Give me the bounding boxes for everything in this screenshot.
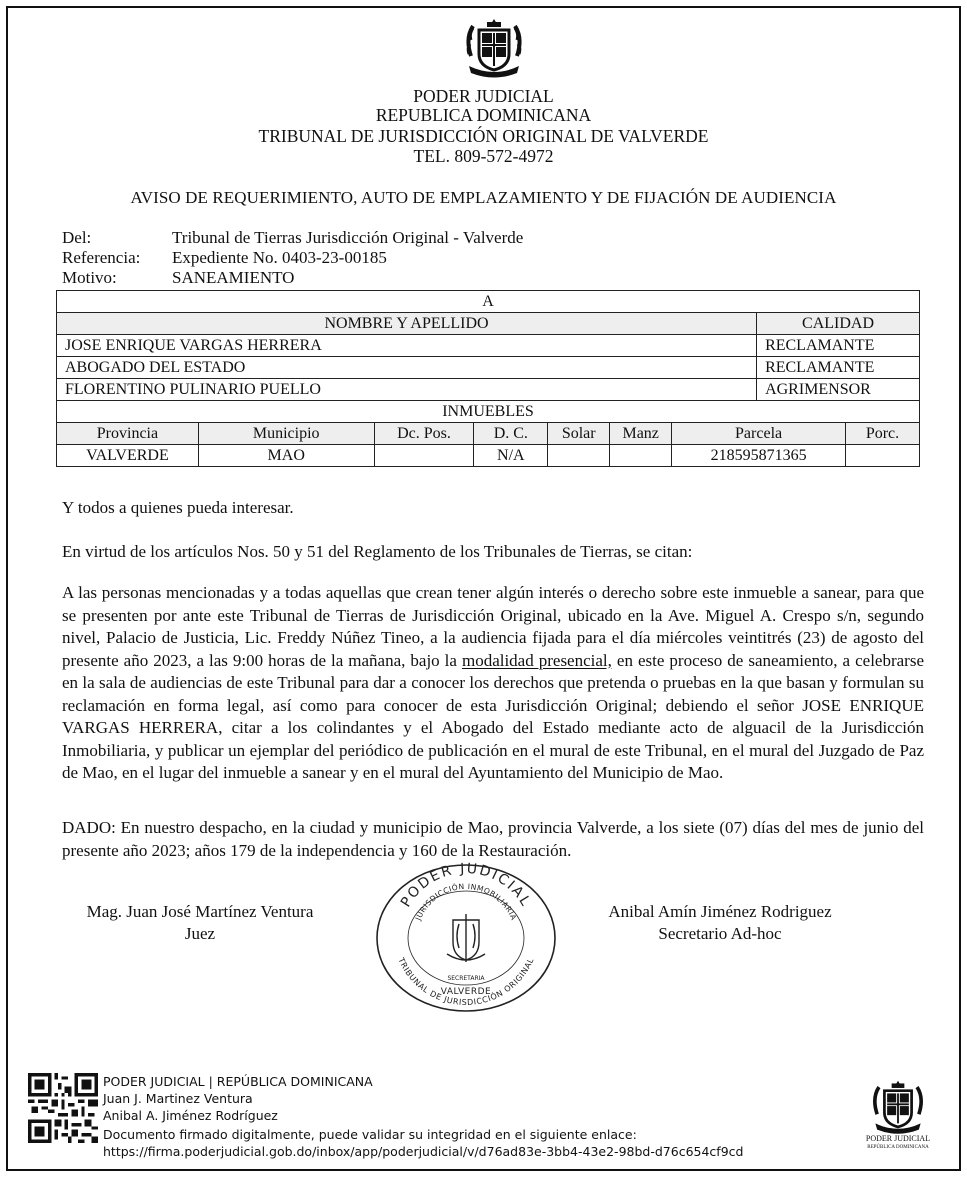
footer-seal-label: PODER JUDICIAL xyxy=(865,1134,931,1143)
footer-validation-link[interactable]: https://firma.poderjudicial.gob.do/inbox/app/poderjudicial/v/d76ad83e-3bb4-43e2-98bd-d76c654cf9cd xyxy=(103,1144,744,1159)
qr-code-icon xyxy=(28,1073,98,1143)
document-title: AVISO DE REQUERIMIENTO, AUTO DE EMPLAZAMIENTO Y DE FIJACIÓN DE AUDIENCIA xyxy=(130,188,837,207)
judge-name: Mag. Juan José Martínez Ventura xyxy=(86,902,314,921)
party-role: RECLAMANTE xyxy=(757,335,920,357)
judge-title: Juez xyxy=(184,924,216,943)
stamp-center: SECRETARIA xyxy=(447,975,485,982)
col-porc: Porc. xyxy=(845,423,919,445)
col-dc-pos: Dc. Pos. xyxy=(374,423,474,445)
meta-referencia xyxy=(62,248,387,267)
party-role: RECLAMANTE xyxy=(757,357,920,379)
secretary-title: Secretario Ad-hoc xyxy=(658,924,782,943)
meta-motivo xyxy=(62,268,294,287)
header-tribunal: TRIBUNAL DE JURISDICCIÓN ORIGINAL DE VALVERDE xyxy=(258,126,709,146)
header-role: CALIDAD xyxy=(757,313,920,335)
col-municipio: Municipio xyxy=(198,423,374,445)
cell-dc: N/A xyxy=(474,445,548,467)
cell-solar xyxy=(548,445,610,467)
signature-secretary xyxy=(588,901,852,945)
stamp-inner-top: JURISDICCIÓN INMOBILIARIA xyxy=(413,881,519,922)
party-name: FLORENTINO PULINARIO PUELLO xyxy=(57,379,757,401)
party-name: JOSE ENRIQUE VARGAS HERRERA xyxy=(57,335,757,357)
party-name: ABOGADO DEL ESTADO xyxy=(57,357,757,379)
col-solar: Solar xyxy=(548,423,610,445)
stamp-outer-top: PODER JUDICIAL xyxy=(397,862,535,911)
cell-dc-pos xyxy=(374,445,474,467)
cell-parcela: 218595871365 xyxy=(672,445,846,467)
cell-municipio: MAO xyxy=(198,445,374,467)
property-label: INMUEBLES xyxy=(57,401,920,423)
header-name: NOMBRE Y APELLIDO xyxy=(57,313,757,335)
meta-value: SANEAMIENTO xyxy=(172,268,295,287)
parties-table xyxy=(56,290,920,467)
party-role: AGRIMENSOR xyxy=(757,379,920,401)
court-stamp-icon xyxy=(373,862,559,1014)
col-provincia: Provincia xyxy=(57,423,199,445)
header-poder-judicial: PODER JUDICIAL xyxy=(413,86,554,106)
footer-seal-caption xyxy=(858,1134,938,1152)
secretary-name: Anibal Amín Jiménez Rodriguez xyxy=(608,902,832,921)
cell-porc xyxy=(845,445,919,467)
coat-of-arms-icon xyxy=(868,1078,928,1136)
col-parcela: Parcela xyxy=(672,423,846,445)
citation-underlined: modalidad presencial, xyxy=(461,650,612,670)
table-row xyxy=(57,335,920,357)
col-manz: Manz xyxy=(610,423,672,445)
meta-key: Referencia: xyxy=(62,248,141,267)
signature-judge xyxy=(62,901,338,945)
citation-text-b: en este proceso de saneamiento, a celebrarse en la sala de audiencias de este Tribunal para dar a conocer los derechos que pretenda o pruebas en la que basan y formulan su reclamación en forma legal, así como para conocer de esta Jurisdicción Original; debiendo el señor JOSE ENRIQUE VARGAS HERRERA, citar a los colindantes y el Abogado del Estado mediante acto de alguacil de la Jurisdicción Inmobiliaria, y publicar un ejemplar del periódico de publicación en el mural de este Tribunal, en el mural del Juzgado de Paz de Mao, en el lugar del inmueble a sanear y en el mural del Ayuntamiento del Municipio de Mao. xyxy=(62,650,924,782)
citation-text-a: A las personas mencionadas y a todas aquellas que crean tener algún interés o derecho sobre este inmueble a sanear, para que se presenten por ante este Tribunal de Tierras de Jurisdicción Original, ubicado en la Ave. Miguel A. Crespo s/n, segundo nivel, Palacio de Justicia, Lic. Freddy Núñez Tineo, a la audiencia fijada para el día miércoles veintitrés (23) de agosto del presente año 2023, a las 9:00 horas de la mañana, bajo la xyxy=(62,583,924,670)
paragraph-interested: Y todos a quienes pueda interesar. xyxy=(62,498,294,517)
col-dc: D. C. xyxy=(474,423,548,445)
meta-del xyxy=(62,228,523,247)
header-phone: TEL. 809-572-4972 xyxy=(413,146,554,166)
footer-validation-text: Documento firmado digitalmente, puede validar su integridad en el siguiente enlace: xyxy=(103,1127,637,1142)
table-row xyxy=(57,379,920,401)
table-row xyxy=(57,357,920,379)
meta-key: Motivo: xyxy=(62,268,117,287)
footer-signer-secretary: Anibal A. Jiménez Rodríguez xyxy=(103,1108,278,1123)
to-label: A xyxy=(57,291,920,313)
cell-manz xyxy=(610,445,672,467)
paragraph-citation xyxy=(62,582,924,785)
coat-of-arms-icon xyxy=(463,16,525,80)
stamp-bottom: VALVERDE xyxy=(440,987,492,997)
paragraph-articles: En virtud de los artículos Nos. 50 y 51 del Reglamento de los Tribunales de Tierras, se citan: xyxy=(62,542,693,561)
header-republica: REPUBLICA DOMINICANA xyxy=(375,105,592,125)
table-row xyxy=(57,445,920,467)
footer-seal-sublabel: REPÚBLICA DOMINICANA xyxy=(867,1145,929,1150)
footer-signer-judge: Juan J. Martinez Ventura xyxy=(103,1091,253,1106)
paragraph-dado: DADO: En nuestro despacho, en la ciudad y municipio de Mao, provincia Valverde, a los siete (07) días del mes de junio del presente año 2023; años 179 de la independencia y 160 de la Restauración. xyxy=(62,818,924,860)
meta-key: Del: xyxy=(62,228,92,247)
cell-provincia: VALVERDE xyxy=(57,445,199,467)
meta-value: Expediente No. 0403-23-00185 xyxy=(172,248,387,267)
stamp-outer-bottom: TRIBUNAL DE JURISDICCIÓN ORIGINAL xyxy=(396,956,536,1008)
meta-value: Tribunal de Tierras Jurisdicción Original - Valverde xyxy=(172,228,524,247)
footer-institution: PODER JUDICIAL | REPÚBLICA DOMINICANA xyxy=(103,1074,373,1089)
